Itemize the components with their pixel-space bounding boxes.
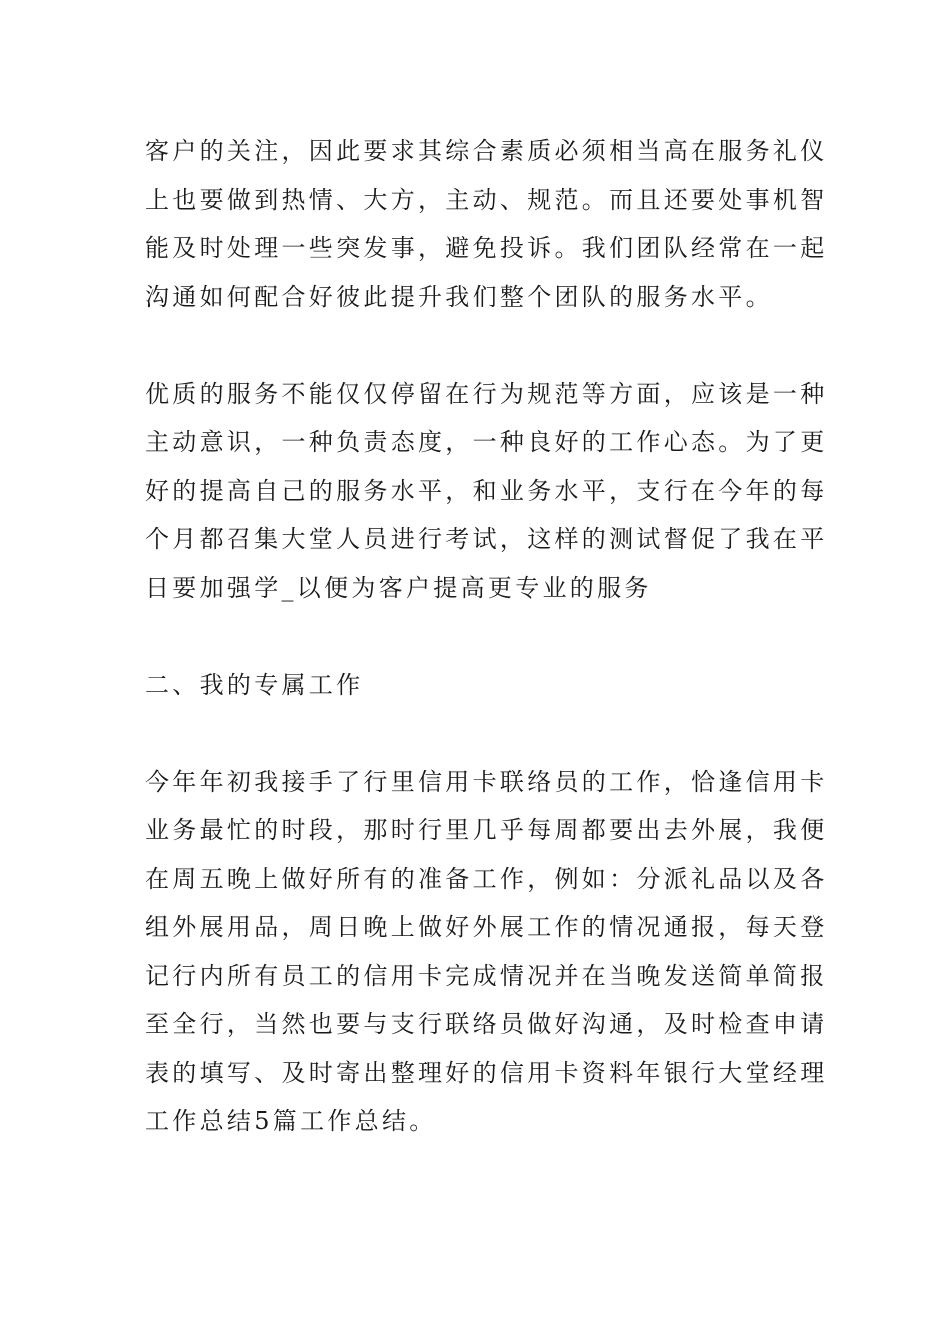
section-heading-text: 二、我的专属工作 (145, 670, 364, 699)
document-body (145, 127, 828, 1146)
text-line: 沟通如何配合好彼此提升我们整个团队的服务水平。 (145, 282, 773, 311)
paragraph-spacer (145, 709, 815, 758)
text-line: 客户的关注，因此要求其综合素质必须相当高在服务礼仪 (145, 137, 828, 165)
text-line: 组外展用品，周日晚上做好外展工作的情况通报，每天登 (145, 913, 828, 941)
text-line: 表的填写、及时寄出整理好的信用卡资料年银行大堂经理 (145, 1058, 828, 1087)
section-heading (145, 661, 815, 710)
text-line: 日要加强学_以便为客户提高更专业的服务 (145, 573, 652, 602)
text-line: 上也要做到热情、大方，主动、规范。而且还要处事机智 (145, 185, 828, 214)
paragraph-spacer (145, 321, 815, 370)
text-line: 能及时处理一些突发事，避免投诉。我们团队经常在一起 (145, 234, 828, 262)
text-line: 至全行，当然也要与支行联络员做好沟通，及时检查申请 (145, 1010, 828, 1038)
paragraph-credit-card-work (145, 758, 828, 1146)
text-line: 业务最忙的时段，那时行里几乎每周都要出去外展，我便 (145, 816, 828, 844)
text-line: 记行内所有员工的信用卡完成情况并在当晚发送简单简报 (145, 961, 828, 990)
text-line: 个月都召集大堂人员进行考试，这样的测试督促了我在平 (145, 525, 828, 553)
text-line: 优质的服务不能仅仅停留在行为规范等方面，应该是一种 (145, 379, 828, 408)
text-line: 主动意识，一种负责态度，一种良好的工作心态。为了更 (145, 428, 828, 456)
text-line: 今年年初我接手了行里信用卡联络员的工作，恰逢信用卡 (145, 767, 828, 796)
paragraph-quality-service (145, 370, 828, 613)
text-line: 好的提高自己的服务水平，和业务水平，支行在今年的每 (145, 476, 828, 505)
paragraph-service-etiquette (145, 127, 828, 321)
paragraph-spacer (145, 612, 815, 661)
text-line: 在周五晚上做好所有的准备工作，例如：分派礼品以及各 (145, 864, 828, 893)
text-line: 工作总结5篇工作总结。 (145, 1107, 437, 1135)
